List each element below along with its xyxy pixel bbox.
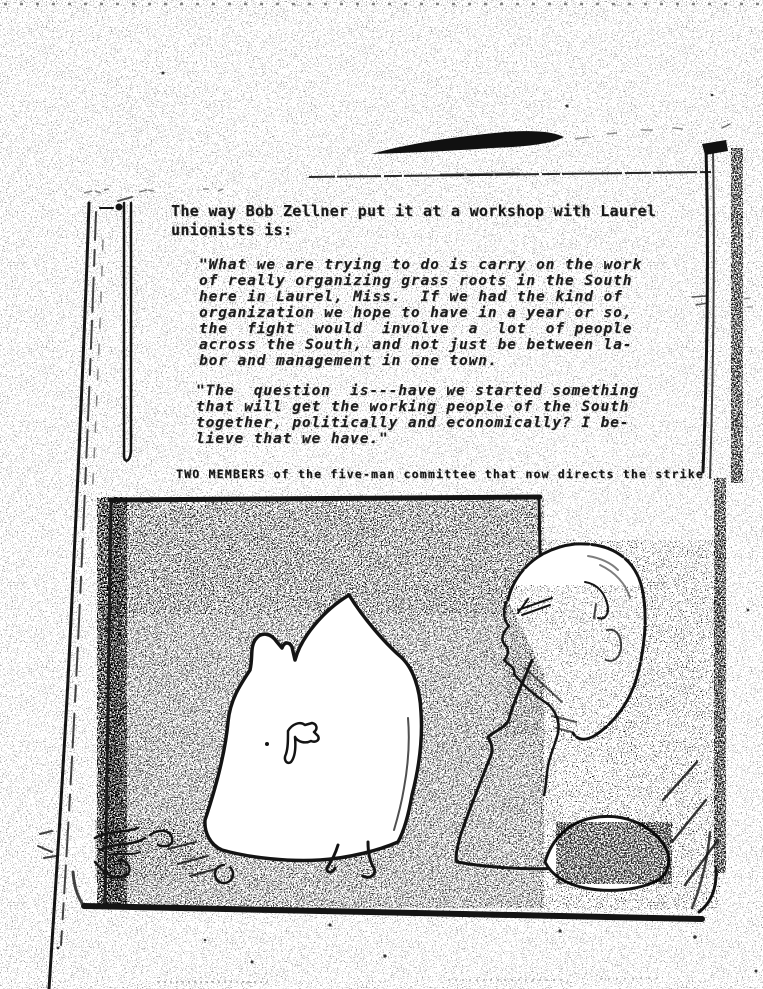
photo-caption: TWO MEMBERS of the five-man committee that now directs the strike [176, 467, 705, 481]
text-line: bor and management in one town. [199, 353, 498, 369]
quote-paragraph-2 [196, 383, 639, 447]
text-line: "What we are trying to do is carry on the work [199, 257, 642, 273]
text-line: together, politically and economically? I be- [196, 415, 630, 431]
quote-paragraph-1 [199, 257, 642, 369]
photo-frame [73, 497, 720, 919]
text-line: organization we hope to have in a year or so, [199, 305, 633, 321]
page-edge-lines-left [38, 197, 132, 989]
text-line: the fight would involve a lot of people [199, 321, 633, 337]
text-line: here in Laurel, Miss. If we had the kind of [199, 289, 623, 305]
scan-streak-top [84, 128, 711, 193]
text-line: of really organizing grass roots in the South [199, 273, 633, 289]
text-line: "The question is---have we started something [196, 383, 639, 399]
right-figure-outline [456, 544, 718, 908]
text-line: unionists is: [171, 221, 293, 239]
glasses-sketch [518, 582, 608, 619]
text-line: lieve that we have." [196, 431, 389, 447]
intro-paragraph [171, 202, 656, 240]
bottom-dotted-edge [158, 978, 660, 982]
text-line: The way Bob Zellner put it at a workshop with Laurel [171, 202, 657, 220]
hand-sketch [95, 820, 233, 883]
page-edge-lines-right [692, 124, 752, 912]
text-line: that will get the working people of the South [196, 399, 630, 415]
left-figure-outline [205, 595, 422, 877]
text-line: across the South, and not just be between la- [199, 337, 633, 353]
